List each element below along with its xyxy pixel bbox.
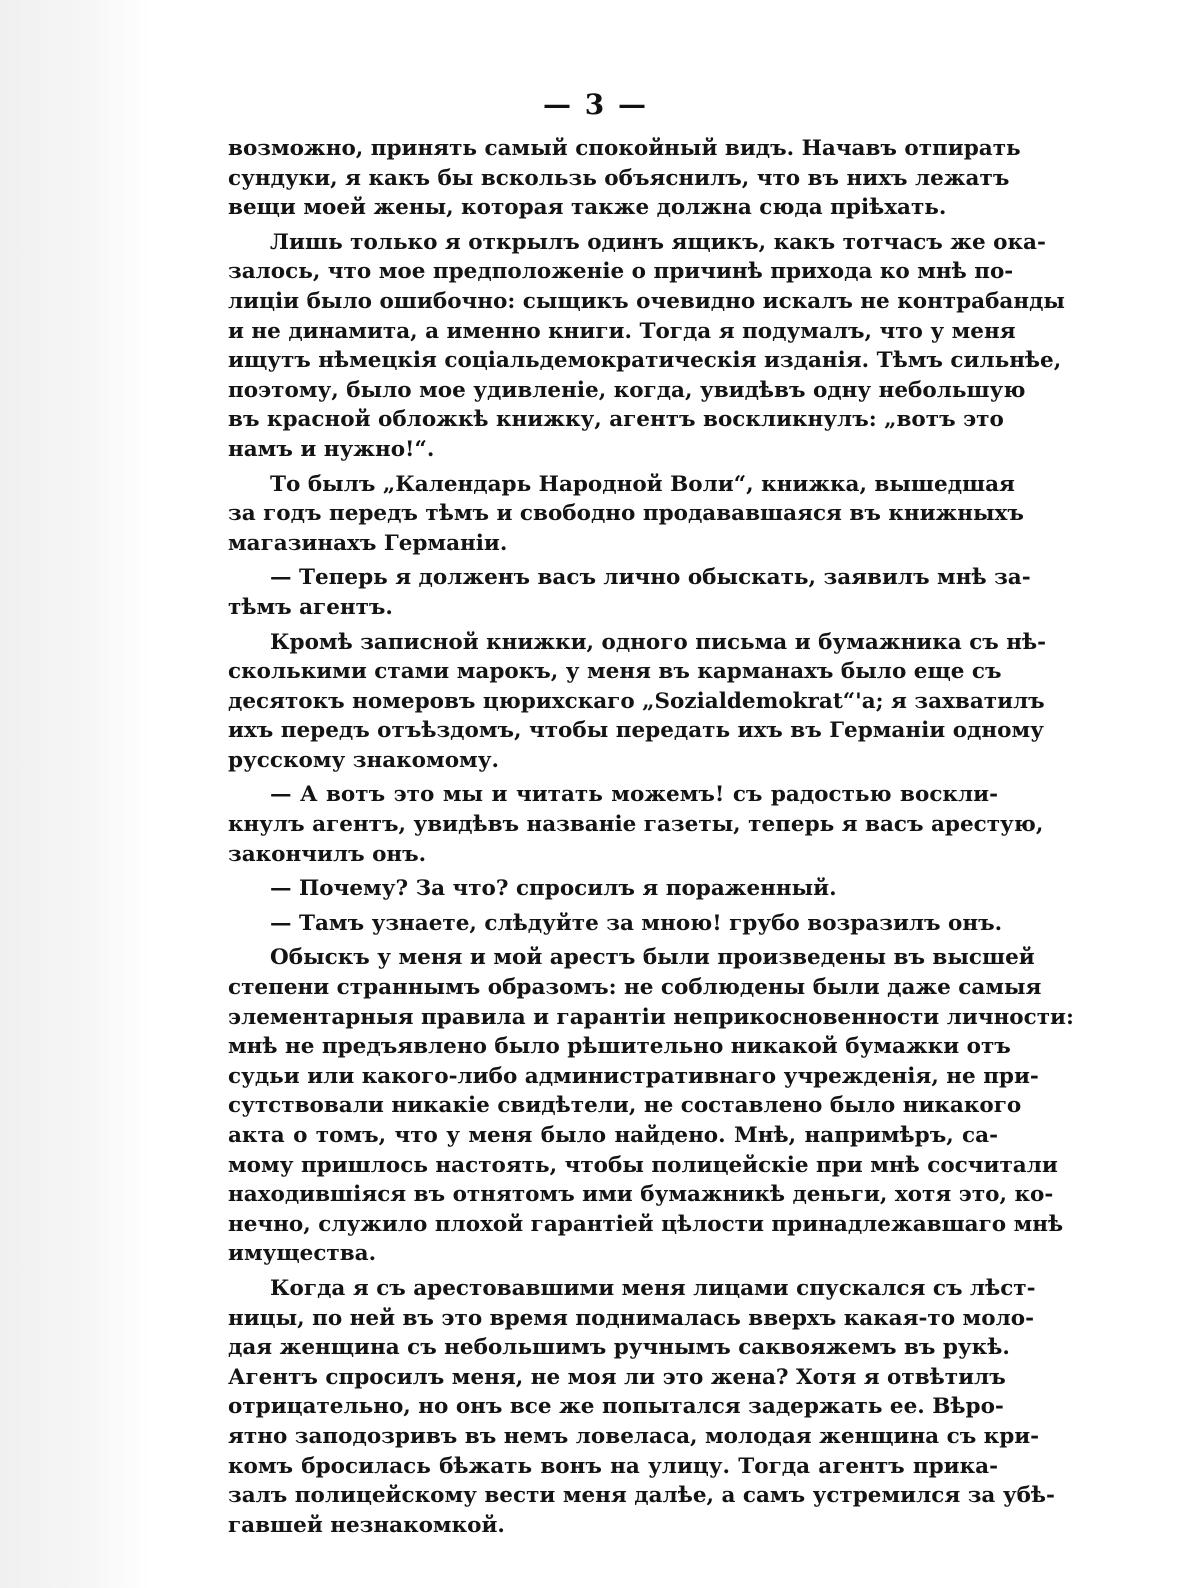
text-line: залось, что мое предположенiе о причинѣ прихода ко мнѣ по- — [228, 259, 1014, 285]
text-line: мому пришлось настоять, чтобы полицейскiе при мнѣ сосчитали — [228, 1152, 1058, 1178]
text-line: находившiяся въ отнятомъ ими бумажникѣ деньги, хотя это, ко- — [228, 1182, 1054, 1208]
text-line: сундуки, я какъ бы вскользь объяснилъ, что въ нихъ лежатъ — [228, 165, 1010, 191]
paragraph — [228, 470, 1024, 559]
paragraph — [228, 628, 1047, 776]
paragraph — [228, 909, 1003, 939]
text-line: тѣмъ агентъ. — [228, 594, 393, 620]
page-number: — 3 — — [543, 88, 648, 121]
text-line: въ красной обложкѣ книжку, агентъ воскликнулъ: „вотъ это — [228, 407, 1004, 433]
paragraph — [228, 1274, 1055, 1540]
paragraph — [228, 134, 1021, 223]
text-line: элементарныя правила и гарантiи неприкосновенности личности: — [228, 1004, 1074, 1030]
text-line: сколькими стами марокъ, у меня въ карманахъ было еще съ — [228, 659, 1002, 685]
text-line: ищутъ нѣмецкiя соцiальдемократическiя изданiя. Тѣмъ сильнѣе, — [228, 348, 1062, 374]
text-line: — Тамъ узнаете, слѣдуйте за мною! грубо возразилъ онъ. — [270, 910, 1003, 936]
text-line: сутствовали никакiе свидѣтели, не составлено было никакого — [228, 1093, 1022, 1119]
text-line: десятокъ номеровъ цюрихскаго „Sozialdemokrat“'а; я захватилъ — [228, 688, 1045, 714]
text-line: вещи моей жены, которая также должна сюда прiѣхать. — [228, 195, 947, 221]
text-line: — Теперь я долженъ васъ лично обыскать, заявилъ мнѣ за- — [270, 565, 1031, 591]
text-line: намъ и нужно!“. — [228, 436, 435, 462]
paragraph — [228, 780, 1044, 869]
text-line: отрицательно, но онъ все же попытался задержать ее. Вѣро- — [228, 1394, 1004, 1420]
text-line: ихъ передъ отъѣздомъ, чтобы передать ихъ въ Германiи одному — [228, 718, 1044, 744]
text-line: за годъ передъ тѣмъ и свободно продававшаяся въ книжныхъ — [228, 501, 1024, 527]
text-line: комъ бросилась бѣжать вонъ на улицу. Тогда агентъ прика- — [228, 1453, 998, 1479]
text-line: Когда я съ арестовавшими меня лицами спускался съ лѣст- — [270, 1275, 1036, 1301]
paragraph — [228, 563, 1031, 622]
text-line: Лишь только я открылъ одинъ ящикъ, какъ тотчасъ же ока- — [270, 229, 1046, 255]
scan-margin-shade — [0, 0, 150, 1588]
text-line: гавшей незнакомкой. — [228, 1512, 505, 1538]
text-line: поэтому, было мое удивленiе, когда, увидѣвъ одну небольшую — [228, 377, 1026, 403]
text-line: мнѣ не предъявлено было рѣшительно никакой бумажки отъ — [228, 1034, 1011, 1060]
text-line: — А вотъ это мы и читать можемъ! съ радостью воскли- — [270, 782, 998, 808]
text-line: акта о томъ, что у меня было найдено. Мнѣ, напримѣръ, са- — [228, 1123, 998, 1148]
text-line: ятно заподозривъ въ немъ ловеласа, молодая женщина съ кри- — [228, 1423, 1040, 1449]
text-line: Агентъ спросилъ меня, не моя ли это жена? Хотя я отвѣтилъ — [228, 1364, 1006, 1390]
paragraph — [228, 943, 1074, 1269]
text-line: закончилъ онъ. — [228, 841, 427, 867]
text-line: залъ полицейскому вести меня далѣе, а самъ устремился за убѣ- — [228, 1483, 1055, 1509]
text-line: имущества. — [228, 1241, 377, 1267]
text-body — [228, 134, 1074, 1545]
text-line: судьи или какого-либо административнаго учрежденiя, не при- — [228, 1063, 1039, 1089]
text-line: русскому знакомому. — [228, 747, 499, 773]
text-line: лицiи было ошибочно: сыщикъ очевидно искалъ не контрабанды — [228, 288, 1065, 314]
text-line: — Почему? За что? спросилъ я пораженный. — [270, 876, 837, 902]
text-line: магазинахъ Германiи. — [228, 530, 508, 556]
text-line: возможно, принять самый спокойный видъ. Начавъ отпирать — [228, 136, 1021, 161]
text-line: То былъ „Календарь Народной Воли“, книжка, вышедшая — [270, 471, 1015, 497]
text-line: и не динамита, а именно книги. Тогда я подумалъ, что у меня — [228, 318, 1016, 344]
paragraph — [228, 228, 1065, 465]
text-line: степени страннымъ образомъ: не соблюдены были даже самыя — [228, 975, 1042, 1001]
text-line: Обыскъ у меня и мой арестъ были произведены въ высшей — [270, 945, 1035, 971]
paragraph — [228, 874, 998, 904]
text-line: нечно, служило плохой гарантiей цѣлости принадлежавшаго мнѣ — [228, 1211, 1064, 1237]
text-line: ницы, по ней въ это время поднималась вверхъ какая-то моло- — [228, 1305, 1034, 1331]
text-line: кнулъ агентъ, увидѣвъ названiе газеты, теперь я васъ арестую, — [228, 812, 1044, 838]
text-line: Кромѣ записной книжки, одного письма и бумажника съ нѣ- — [270, 629, 1047, 655]
text-line: дая женщина съ небольшимъ ручнымъ саквояжемъ въ рукѣ. — [228, 1335, 1010, 1361]
